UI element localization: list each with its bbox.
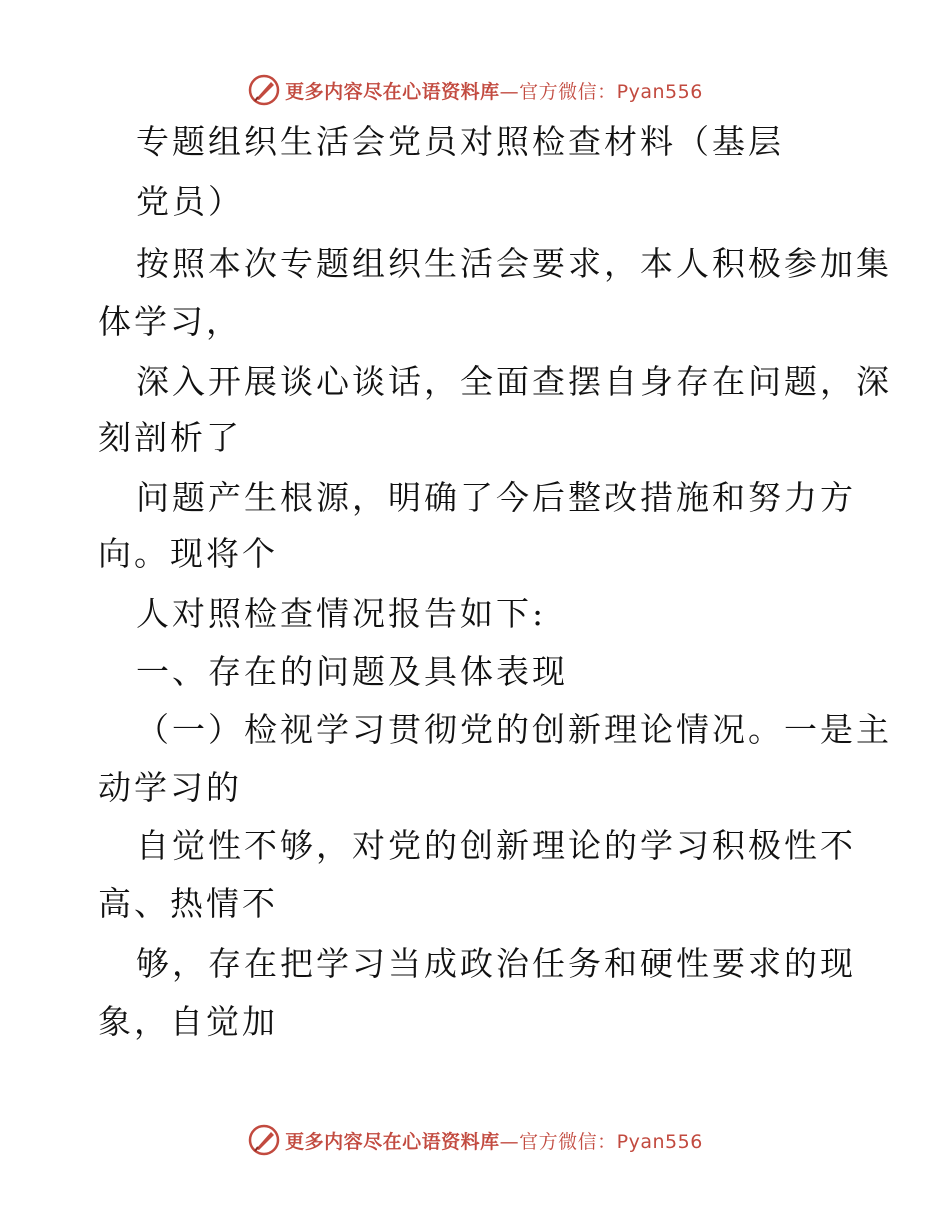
doc-paragraph-line: 够，存在把学习当成政治任务和硬性要求的现	[136, 944, 856, 983]
watermark-main: 更多内容尽在心语资料库	[285, 1130, 500, 1153]
watermark-separator: —	[499, 1130, 520, 1153]
footer-watermark	[0, 1120, 950, 1160]
doc-paragraph-line: 动学习的	[98, 768, 242, 807]
header-watermark	[0, 70, 950, 110]
doc-paragraph-line: 自觉性不够，对党的创新理论的学习积极性不	[136, 826, 856, 865]
watermark-text	[285, 1127, 703, 1154]
watermark-main: 更多内容尽在心语资料库	[285, 80, 500, 103]
watermark-separator: —	[499, 80, 520, 103]
doc-paragraph-line: 体学习，	[98, 302, 242, 341]
quill-logo-icon	[247, 1123, 281, 1157]
doc-paragraph-line: 高、热情不	[98, 884, 278, 923]
doc-paragraph-line: 象，自觉加	[98, 1002, 278, 1041]
watermark-text	[285, 77, 703, 104]
doc-paragraph-line: 问题产生根源，明确了今后整改措施和努力方	[136, 478, 856, 517]
watermark-rest: 官方微信：Pyan556	[519, 80, 703, 103]
doc-section-heading: 一、存在的问题及具体表现	[136, 652, 568, 691]
doc-paragraph-line: 刻剖析了	[98, 418, 242, 457]
doc-paragraph-line: 向。现将个	[98, 534, 278, 573]
watermark-rest: 官方微信：Pyan556	[519, 1130, 703, 1153]
doc-paragraph-line: 按照本次专题组织生活会要求，本人积极参加集	[136, 244, 892, 283]
doc-paragraph-line: 深入开展谈心谈话，全面查摆自身存在问题，深	[136, 362, 892, 401]
doc-paragraph-line: 人对照检查情况报告如下:	[136, 594, 547, 633]
doc-title-line-1: 专题组织生活会党员对照检查材料（基层	[136, 122, 784, 161]
quill-logo-icon	[247, 73, 281, 107]
doc-paragraph-line: （一）检视学习贯彻党的创新理论情况。一是主	[136, 710, 892, 749]
doc-title-line-2: 党员）	[136, 182, 244, 221]
